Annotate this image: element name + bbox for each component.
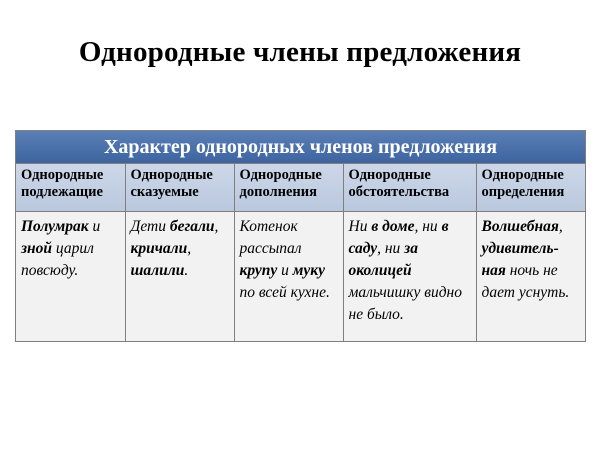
example-text: царил повсюду. (21, 239, 94, 279)
slide-title: Однородные члены предложения (78, 36, 522, 68)
example-cell (16, 211, 125, 341)
example-text: , (187, 239, 192, 257)
column-heading: Однородные обстоятельства (343, 164, 476, 211)
example-text: , (214, 217, 219, 235)
example-text: , ни (377, 239, 405, 257)
highlighted-homogeneous-member: Волшебная (481, 217, 559, 235)
example-text: , ни (414, 217, 442, 235)
example-cell (343, 211, 476, 341)
example-text: и (88, 217, 101, 235)
highlighted-homogeneous-member: удивитель-ная (481, 239, 559, 279)
highlighted-homogeneous-member: в доме (371, 217, 415, 235)
highlighted-homogeneous-member: шалили (130, 261, 185, 279)
homogeneous-members-table (15, 130, 586, 342)
column-heading: Однородные определения (476, 164, 585, 211)
highlighted-homogeneous-member: муку (292, 261, 326, 279)
highlighted-homogeneous-member: зной (21, 239, 53, 257)
highlighted-homogeneous-member: кричали (130, 239, 188, 257)
highlighted-homogeneous-member: крупу (239, 261, 278, 279)
table-grid (16, 164, 585, 341)
highlighted-homogeneous-member: в саду (348, 217, 449, 257)
highlighted-homogeneous-member: бегали (169, 217, 215, 235)
example-text: Ни (348, 217, 372, 235)
example-text: мальчишку видно не было. (348, 283, 462, 323)
example-text: по всей кухне. (239, 283, 330, 301)
example-text: ночь не дает уснуть. (481, 261, 570, 301)
example-cell (125, 211, 234, 341)
example-cell (234, 211, 343, 341)
highlighted-homogeneous-member: за околицей (348, 239, 418, 279)
highlighted-homogeneous-member: Полумрак (21, 217, 89, 235)
column-heading: Однородные подлежащие (16, 164, 125, 211)
example-text: и (277, 261, 293, 279)
column-heading: Однородные дополнения (234, 164, 343, 211)
example-text: Дети (130, 217, 170, 235)
examples-row (16, 211, 585, 341)
column-headings-row (16, 164, 585, 211)
example-cell (476, 211, 585, 341)
column-heading: Однородные сказуемые (125, 164, 234, 211)
example-text: , (558, 217, 563, 235)
example-text: . (184, 261, 189, 279)
table-header: Характер однородных членов предложения (16, 131, 585, 164)
example-text: Котенок рассыпал (239, 217, 302, 257)
